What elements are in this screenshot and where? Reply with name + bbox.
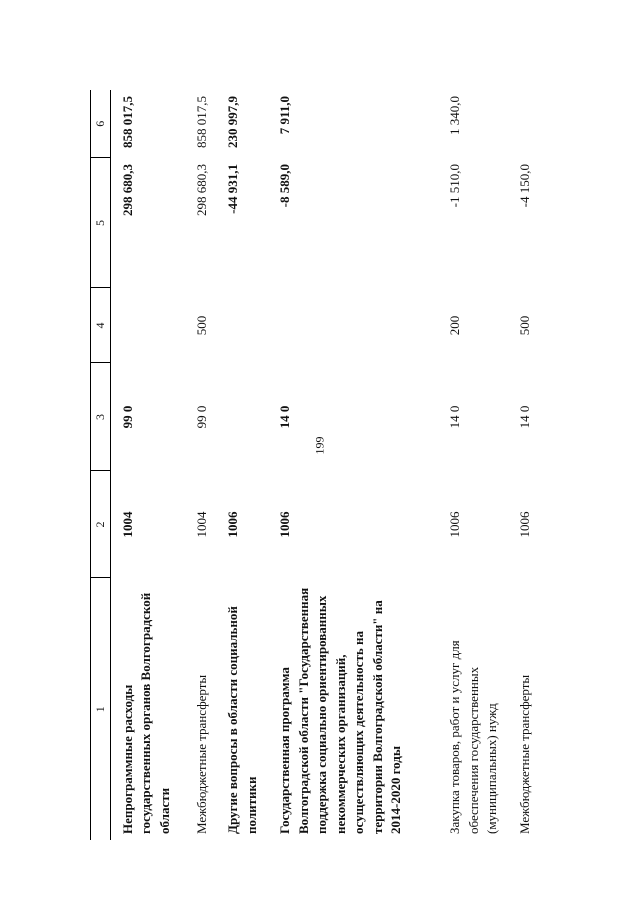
row-target: 99 0 <box>194 405 209 429</box>
row-type: 500 <box>194 315 209 336</box>
page-number: 199 <box>312 436 327 455</box>
row-target: 14 0 <box>277 405 292 429</box>
header-cell-2: 2 <box>91 471 111 578</box>
row-change: -8 589,0 <box>277 164 292 208</box>
row-target: 99 0 <box>119 405 135 429</box>
table-row <box>438 90 508 840</box>
header-cell-5: 5 <box>91 158 111 288</box>
row-target: 14 0 <box>447 405 462 429</box>
header-cell-6: 6 <box>91 90 111 158</box>
row-change: -44 931,1 <box>225 164 240 214</box>
row-section: 1006 <box>517 511 532 538</box>
row-change: -4 150,0 <box>517 164 532 208</box>
row-section: 1004 <box>194 511 209 538</box>
row-name: Другие вопросы в области социальной политики <box>225 606 259 834</box>
row-change: -1 510,0 <box>447 164 462 208</box>
row-change: 298 680,3 <box>194 164 209 216</box>
row-section: 1004 <box>119 511 135 538</box>
row-total: 230 997,9 <box>225 96 240 148</box>
table-header-row <box>91 90 111 840</box>
header-cell-1: 1 <box>91 578 111 840</box>
row-type: 200 <box>447 315 462 336</box>
table-row <box>508 90 548 840</box>
table-row <box>216 90 268 840</box>
row-type <box>268 288 438 363</box>
row-total: 858 017,5 <box>119 96 135 148</box>
row-total <box>508 90 548 158</box>
row-target <box>216 363 268 471</box>
row-total: 7 911,0 <box>277 96 292 135</box>
row-type <box>216 288 268 363</box>
row-name: Государственная программа Волгоградской области "Государственная поддержка социально ориентированных некоммерческих организаций, осуществляющих деятельность на территории Волгоградской области" на 2014-2020 годы <box>277 587 403 834</box>
row-name: Закупка товаров, работ и услуг для обеспечения государственных (муниципальных) нужд <box>447 640 499 834</box>
rotated-table-container <box>90 90 640 840</box>
row-name: Непрограммные расходы государственных органов Волгоградской области <box>119 592 172 834</box>
row-name: Межбюджетные трансферты <box>194 674 209 834</box>
table-row <box>268 90 438 840</box>
row-type: 500 <box>517 315 532 336</box>
table-row <box>185 90 216 840</box>
table-row <box>110 90 185 840</box>
row-section: 1006 <box>277 511 292 538</box>
row-name: Межбюджетные трансферты <box>517 674 532 834</box>
header-cell-3: 3 <box>91 363 111 471</box>
row-change: 298 680,3 <box>119 164 135 216</box>
row-section: 1006 <box>447 511 462 538</box>
budget-table <box>90 90 548 840</box>
row-target: 14 0 <box>517 405 532 429</box>
row-total: 858 017,5 <box>194 96 209 148</box>
row-section: 1006 <box>225 511 240 538</box>
row-total: 1 340,0 <box>447 96 462 135</box>
header-cell-4: 4 <box>91 288 111 363</box>
row-type <box>110 288 185 363</box>
